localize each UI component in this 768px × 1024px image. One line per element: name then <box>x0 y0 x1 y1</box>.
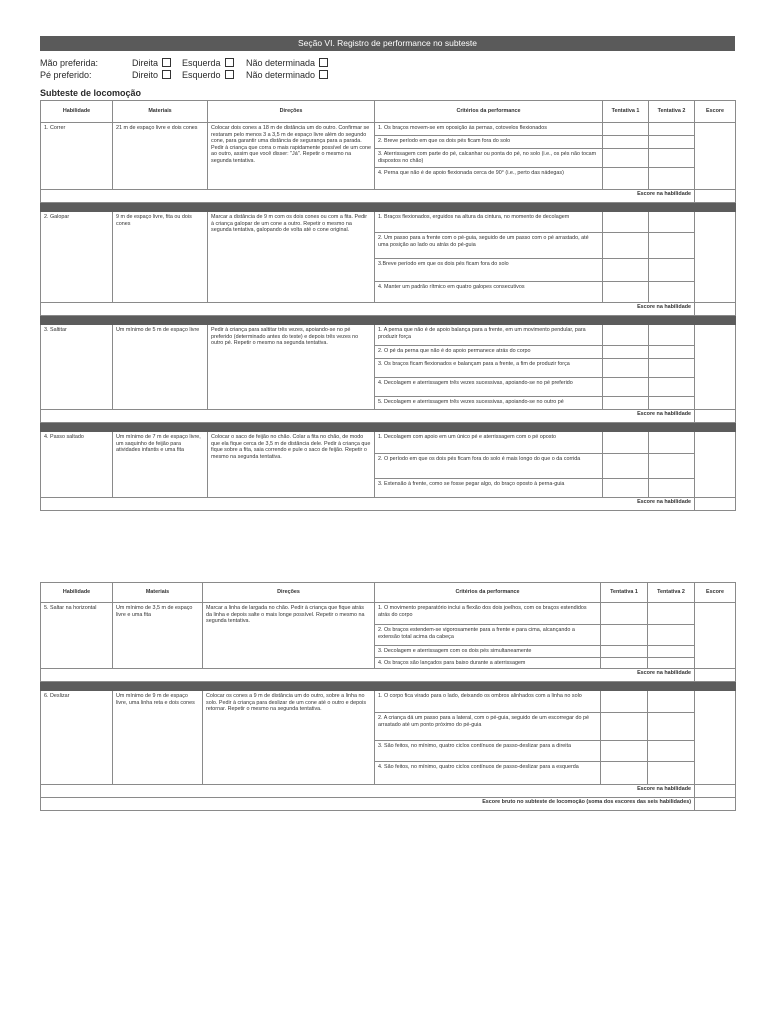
header-directions: Direções <box>208 101 375 123</box>
trial-1-cell[interactable] <box>603 325 649 346</box>
header-criteria: Critérios da performance <box>375 583 601 603</box>
header-score: Escore <box>695 583 736 603</box>
foot-left-checkbox[interactable] <box>225 70 234 79</box>
skill-score-row <box>41 785 736 798</box>
criterion: 3. Aterrissagem com parte do pé, calcanhar ou ponta do pé, no solo (i.e., os pés não tocam dispostos no chão) <box>375 149 603 168</box>
trial-1-cell[interactable] <box>603 397 649 410</box>
skill-directions: Colocar o saco de feijão no chão. Colar a fita no chão, de modo que ela fique cerca de 3,5 m de distância dele. Pedir à criança que fique sobre a fita, saia correndo e pule o saco de feijão. Repetir o mesmo na segunda tentativa. <box>208 432 375 498</box>
table-row <box>41 691 736 713</box>
skill-score-cell[interactable] <box>695 498 736 511</box>
table-row <box>41 432 736 454</box>
trial-1-cell[interactable] <box>601 741 648 762</box>
criterion: 1. Os braços movem-se em oposição às pernas, cotovelos flexionados <box>375 123 603 136</box>
skill-score-row <box>41 303 736 316</box>
hand-left-checkbox[interactable] <box>225 58 234 67</box>
score-cell[interactable] <box>695 432 736 498</box>
skill-score-cell[interactable] <box>695 785 736 798</box>
criterion: 2. Breve período em que os dois pés ficam fora do solo <box>375 136 603 149</box>
hand-option-left: Esquerda <box>182 58 221 68</box>
header-trial-1: Tentativa 1 <box>603 101 649 123</box>
skill-directions: Colocar os cones a 9 m de distância um do outro, sobre a linha no solo. Pedir à criança para deslizar de um cone até o outro e depois retornar. Repetir o mesmo na segunda tentativa. <box>203 691 375 785</box>
separator-bar <box>41 316 736 325</box>
trial-1-cell[interactable] <box>601 691 648 713</box>
criterion: 3. Os braços ficam flexionados e balançam para a frente, a fim de produzir força <box>375 359 603 378</box>
trial-1-cell[interactable] <box>601 625 648 646</box>
trial-1-cell[interactable] <box>603 359 649 378</box>
header-criteria: Critérios da performance <box>375 101 603 123</box>
trial-2-cell[interactable] <box>649 346 695 359</box>
trial-2-cell[interactable] <box>648 657 695 669</box>
trial-1-cell[interactable] <box>603 149 649 168</box>
table-header-row <box>41 583 736 603</box>
raw-score-row <box>41 798 736 811</box>
criterion: 1. Decolagem com apoio em um único pé e aterrissagem com o pé oposto <box>375 432 603 454</box>
trial-2-cell[interactable] <box>649 149 695 168</box>
score-cell[interactable] <box>695 691 736 785</box>
table-row <box>41 325 736 346</box>
skill-directions: Colocar dois cones a 18 m de distância um do outro. Confirmar se restaram pelo menos 3 a 3,5 m de espaço livre além do segundo cone, para garantir uma distância de segurança para a parada. Pedir à criança que corra o mais rapidamente possível de um cone ao outro, assim que você disser: "Já". Repetir o mesmo na segunda tentativa. <box>208 123 375 190</box>
criterion: 4. Manter um padrão rítmico em quatro galopes consecutivos <box>375 282 603 303</box>
trial-2-cell[interactable] <box>649 432 695 454</box>
trial-2-cell[interactable] <box>648 646 695 658</box>
skill-score-row <box>41 669 736 682</box>
trial-2-cell[interactable] <box>649 212 695 233</box>
trial-1-cell[interactable] <box>601 603 648 625</box>
trial-1-cell[interactable] <box>603 233 649 259</box>
skill-score-row <box>41 410 736 423</box>
skill-score-cell[interactable] <box>695 190 736 203</box>
table-row <box>41 123 736 136</box>
criterion: 4. Os braços são lançados para baixo durante a aterrissagem <box>375 657 601 669</box>
trial-1-cell[interactable] <box>603 259 649 282</box>
header-skill: Habilidade <box>41 101 113 123</box>
trial-2-cell[interactable] <box>648 625 695 646</box>
trial-2-cell[interactable] <box>649 454 695 479</box>
foot-option-left: Esquerdo <box>182 70 221 80</box>
skill-name: 1. Correr <box>41 123 113 190</box>
raw-score-cell[interactable] <box>695 798 736 811</box>
skill-score-cell[interactable] <box>695 669 736 682</box>
raw-score-label: Escore bruto no subteste de locomoção (soma dos escores das seis habilidades) <box>41 798 695 811</box>
criterion: 4. São feitos, no mínimo, quatro ciclos contínuos de passo-deslizar para a esquerda <box>375 762 601 785</box>
skill-materials: Um mínimo de 5 m de espaço livre <box>113 325 208 410</box>
criterion: 3.Breve período em que os dois pés ficam fora do solo <box>375 259 603 282</box>
trial-2-cell[interactable] <box>649 378 695 397</box>
trial-1-cell[interactable] <box>603 479 649 498</box>
skill-directions: Pedir à criança para saltitar três vezes, apoiando-se no pé preferido (determinado antes do teste) e depois três vezes no outro pé. Repetir o mesmo na segunda tentativa. <box>208 325 375 410</box>
trial-2-cell[interactable] <box>649 168 695 190</box>
criterion: 5. Decolagem e aterrissagem três vezes sucessivas, apoiando-se no outro pé <box>375 397 603 410</box>
trial-1-cell[interactable] <box>601 713 648 741</box>
foot-option-undetermined: Não determinado <box>246 70 316 80</box>
skill-name: 6. Deslizar <box>41 691 113 785</box>
criterion: 2. O período em que os dois pés ficam fora do solo é mais longo do que o da corrida <box>375 454 603 479</box>
locomotion-table-1 <box>40 100 736 511</box>
skill-score-row <box>41 498 736 511</box>
trial-2-cell[interactable] <box>649 397 695 410</box>
hand-undetermined-checkbox[interactable] <box>319 58 328 67</box>
foot-option-right: Direito <box>132 70 159 80</box>
skill-materials: Um mínimo de 9 m de espaço livre, uma linha reta e dois cones <box>113 691 203 785</box>
trial-2-cell[interactable] <box>649 325 695 346</box>
trial-1-cell[interactable] <box>603 454 649 479</box>
table-header-row <box>41 101 736 123</box>
criterion: 4. Perna que não é de apoio flexionada cerca de 90° (i.e., perto das nádegas) <box>375 168 603 190</box>
skill-score-cell[interactable] <box>695 303 736 316</box>
skill-name: 3. Saltitar <box>41 325 113 410</box>
criterion: 1. O movimento preparatório inclui a flexão dos dois joelhos, com os braços estendidos atrás do corpo <box>375 603 601 625</box>
trial-2-cell[interactable] <box>649 359 695 378</box>
header-trial-1: Tentativa 1 <box>601 583 648 603</box>
criterion: 3. Decolagem e aterrissagem com os dois pés simultaneamente <box>375 646 601 658</box>
score-cell[interactable] <box>695 123 736 190</box>
header-trial-2: Tentativa 2 <box>648 583 695 603</box>
trial-2-cell[interactable] <box>649 123 695 136</box>
foot-right-checkbox[interactable] <box>162 70 171 79</box>
skill-directions: Marcar a linha de largada no chão. Pedir à criança que fique atrás da linha e depois salte o mais longe possível. Repetir o mesmo na segunda tentativa. <box>203 603 375 669</box>
trial-1-cell[interactable] <box>603 282 649 303</box>
table-row <box>41 212 736 233</box>
header-trial-2: Tentativa 2 <box>649 101 695 123</box>
skill-score-label: Escore na habilidade <box>41 410 695 423</box>
criterion: 3. Extensão à frente, como se fosse pegar algo, do braço oposto à perna-guia <box>375 479 603 498</box>
section-title: Seção VI. Registro de performance no subteste <box>40 36 735 51</box>
hand-option-undetermined: Não determinada <box>246 58 316 68</box>
score-cell[interactable] <box>695 603 736 669</box>
separator-bar <box>41 682 736 691</box>
skill-score-label: Escore na habilidade <box>41 669 695 682</box>
skill-score-row <box>41 190 736 203</box>
trial-2-cell[interactable] <box>649 233 695 259</box>
criterion: 1. O corpo fica virado para o lado, deixando os ombros alinhados com a linha no solo <box>375 691 601 713</box>
header-score: Escore <box>695 101 736 123</box>
separator-bar <box>41 203 736 212</box>
table-row <box>41 603 736 625</box>
skill-score-label: Escore na habilidade <box>41 498 695 511</box>
trial-1-cell[interactable] <box>601 657 648 669</box>
criterion: 3. São feitos, no mínimo, quatro ciclos contínuos de passo-deslizar para a direita <box>375 741 601 762</box>
trial-1-cell[interactable] <box>601 762 648 785</box>
skill-materials: 21 m de espaço livre e dois cones <box>113 123 208 190</box>
trial-1-cell[interactable] <box>603 432 649 454</box>
trial-1-cell[interactable] <box>603 123 649 136</box>
skill-name: 4. Passo saltado <box>41 432 113 498</box>
criterion: 1. A perna que não é de apoio balança para a frente, em um movimento pendular, para produzir força <box>375 325 603 346</box>
trial-2-cell[interactable] <box>648 691 695 713</box>
skill-materials: Um mínimo de 7 m de espaço livre, um saquinho de feijão para atividades infantis e uma fita <box>113 432 208 498</box>
skill-name: 2. Galopar <box>41 212 113 303</box>
skill-score-label: Escore na habilidade <box>41 785 695 798</box>
trial-2-cell[interactable] <box>649 282 695 303</box>
trial-1-cell[interactable] <box>601 646 648 658</box>
skill-materials: 9 m de espaço livre, fita ou dois cones <box>113 212 208 303</box>
skill-name: 5. Saltar na horizontal <box>41 603 113 669</box>
trial-2-cell[interactable] <box>649 136 695 149</box>
criterion: 4. Decolagem e aterrissagem três vezes sucessivas, apoiando-se no pé preferido <box>375 378 603 397</box>
trial-2-cell[interactable] <box>649 479 695 498</box>
header-materials: Materiais <box>113 101 208 123</box>
skill-materials: Um mínimo de 3,5 m de espaço livre e uma fita <box>113 603 203 669</box>
trial-2-cell[interactable] <box>649 259 695 282</box>
hand-right-checkbox[interactable] <box>162 58 171 67</box>
subtest-title: Subteste de locomoção <box>40 88 142 98</box>
criterion: 2. Os braços estendem-se vigorosamente para a frente e para cima, alcançando a extensão total acima da cabeça <box>375 625 601 646</box>
header-materials: Materiais <box>113 583 203 603</box>
criterion: 1. Braços flexionados, erguidos na altura da cintura, no momento de decolagem <box>375 212 603 233</box>
trial-2-cell[interactable] <box>648 741 695 762</box>
foot-preference-label: Pé preferido: <box>40 70 92 80</box>
skill-score-label: Escore na habilidade <box>41 303 695 316</box>
locomotion-table-2 <box>40 582 736 811</box>
trial-1-cell[interactable] <box>603 378 649 397</box>
header-skill: Habilidade <box>41 583 113 603</box>
hand-preference-label: Mão preferida: <box>40 58 99 68</box>
separator-bar <box>41 423 736 432</box>
hand-option-right: Direita <box>132 58 159 68</box>
criterion: 2. A criança dá um passo para a lateral, com o pé-guia, seguido de um escorregar do pé arrastado até um ponto próximo do pé-guia <box>375 713 601 741</box>
skill-score-label: Escore na habilidade <box>41 190 695 203</box>
header-directions: Direções <box>203 583 375 603</box>
trial-1-cell[interactable] <box>603 346 649 359</box>
criterion: 2. O pé da perna que não é do apoio permanece atrás do corpo <box>375 346 603 359</box>
score-cell[interactable] <box>695 325 736 410</box>
trial-1-cell[interactable] <box>603 212 649 233</box>
foot-undetermined-checkbox[interactable] <box>319 70 328 79</box>
skill-directions: Marcar a distância de 9 m com os dois cones ou com a fita. Pedir à criança galopar de um cone a outro. Repetir o mesmo na segunda tentativa, galopando de volta até o cone original. <box>208 212 375 303</box>
trial-1-cell[interactable] <box>603 136 649 149</box>
trial-2-cell[interactable] <box>648 762 695 785</box>
criterion: 2. Um passo para a frente com o pé-guia, seguido de um passo com o pé arrastado, até uma posição ao lado ou atrás do pé-guia <box>375 233 603 259</box>
trial-1-cell[interactable] <box>603 168 649 190</box>
trial-2-cell[interactable] <box>648 603 695 625</box>
score-cell[interactable] <box>695 212 736 303</box>
skill-score-cell[interactable] <box>695 410 736 423</box>
trial-2-cell[interactable] <box>648 713 695 741</box>
